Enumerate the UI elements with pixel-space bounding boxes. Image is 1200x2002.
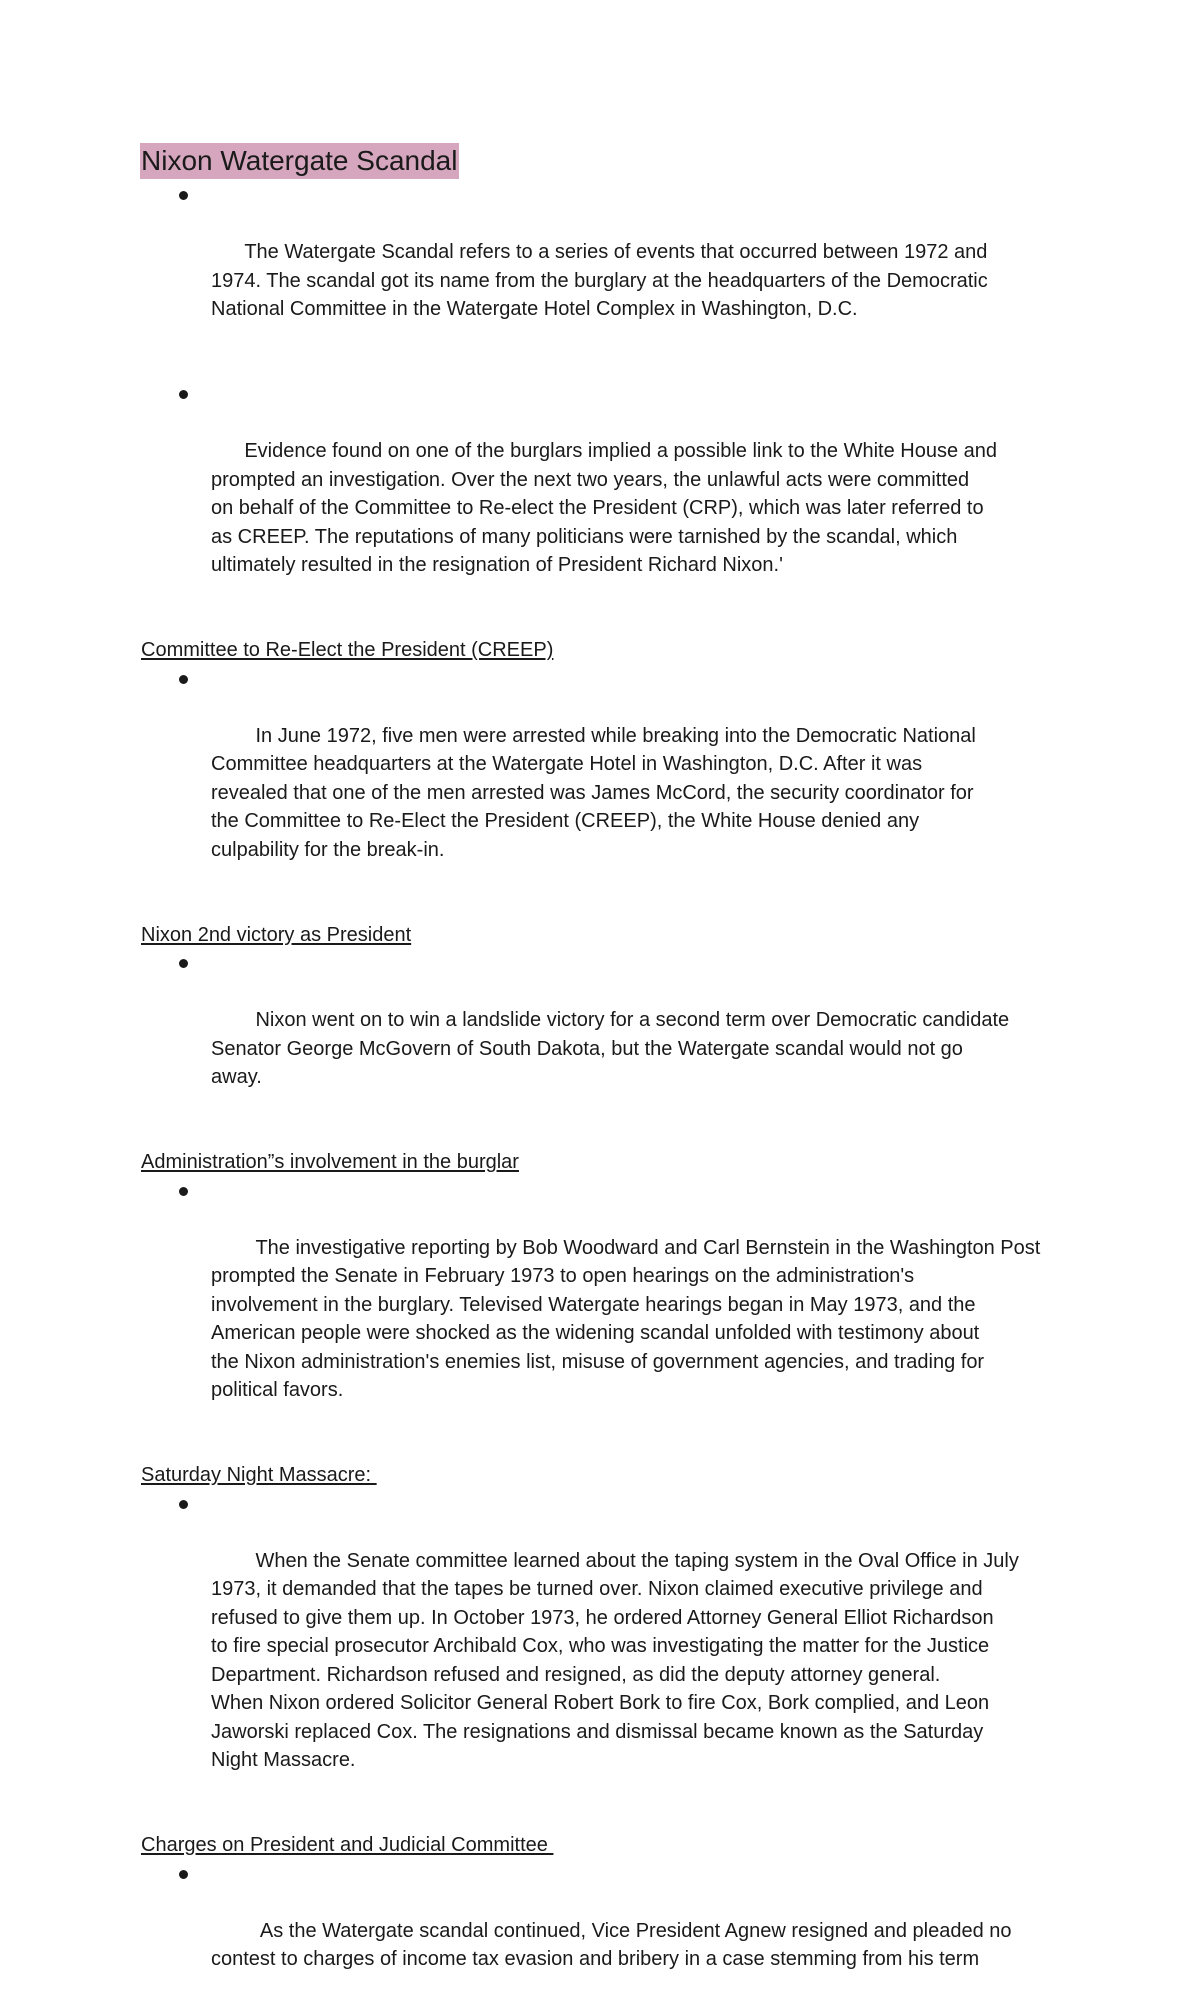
intro-bullet-list [141,181,1071,352]
intro-bullet-list [141,380,1071,608]
list-item [141,1490,1071,1804]
bullet-text: Nixon went on to win a landslide victory for a second term over Democratic candidate Senator George McGovern of South Dakota, but the Watergate scandal would not go away. [211,1009,1009,1088]
section-heading: Administration”s involvement in the burglar [141,1148,1071,1177]
list-item [141,1860,1071,2002]
list-item [141,1177,1071,1434]
bullet-dot-icon [179,1870,188,1879]
section-creep [141,636,1071,893]
section-bullet-list [141,949,1071,1120]
section-bullet-list [141,1490,1071,1804]
section-bullet-list [141,1860,1071,2002]
list-item [141,665,1071,893]
bullet-dot-icon [179,1500,188,1509]
spacer [141,608,1071,636]
bullet-text: As the Watergate scandal continued, Vice President Agnew resigned and pleaded no contest to charges of income tax evasion and bribery in a case stemming from his term [211,1920,1012,1971]
bullet-text: The Watergate Scandal refers to a series of events that occurred between 1972 and 1974. The scandal got its name from the burglary at the headquarters of the Democratic National Committee in the Watergate Hotel Complex in Washington, D.C. [211,241,988,320]
bullet-dot-icon [179,191,188,200]
bullet-text: When the Senate committee learned about the taping system in the Oval Office in July 1973, it demanded that the tapes be turned over. Nixon claimed executive privilege and refused to give them up. In October 1973, he ordered Attorney General Elliot Richardson to fire special prosecutor Archibald Cox, who was investigating the matter for the Justice Department. Richardson refused and resigned, as did the deputy attorney general. When Nixon ordered Solicitor General Robert Bork to fire Cox, Bork complied, and Leon Jaworski replaced Cox. The resignations and dismissal became known as the Saturday Night Massacre. [211,1550,1019,1772]
bullet-dot-icon [179,675,188,684]
bullet-dot-icon [179,1187,188,1196]
spacer [141,893,1071,921]
spacer [141,352,1071,380]
section-heading: Charges on President and Judicial Committee [141,1831,1071,1860]
section-bullet-list [141,1177,1071,1434]
list-item [141,181,1071,352]
bullet-text: The investigative reporting by Bob Woodward and Carl Bernstein in the Washington Post prompted the Senate in February 1973 to open hearings on the administration's involvement in the burglary. Televised Watergate hearings began in May 1973, and the American people were shocked as the widening scandal unfolded with testimony about the Nixon administration's enemies list, misuse of government agencies, and trading for political favors. [211,1237,1040,1402]
bullet-text: Evidence found on one of the burglars implied a possible link to the White House and prompted an investigation. Over the next two years, the unlawful acts were committed on behalf of the Committee to Re-elect the President (CRP), which was later referred to as CREEP. The reputations of many politicians were tarnished by the scandal, which ultimately resulted in the resignation of President Richard Nixon.' [211,440,997,576]
section-bullet-list [141,665,1071,893]
section-heading: Committee to Re-Elect the President (CREEP) [141,636,1071,665]
document-page [141,143,1071,2002]
section-heading: Nixon 2nd victory as President [141,921,1071,950]
bullet-dot-icon [179,959,188,968]
list-item [141,949,1071,1120]
section-charges [141,1831,1071,2002]
spacer [141,1803,1071,1831]
spacer [141,1433,1071,1461]
document-title: Nixon Watergate Scandal [140,143,459,179]
bullet-text: In June 1972, five men were arrested while breaking into the Democratic National Committee headquarters at the Watergate Hotel in Washington, D.C. After it was revealed that one of the men arrested was James McCord, the security coordinator for the Committee to Re-Elect the President (CREEP), the White House denied any culpability for the break-in. [211,725,976,861]
section-second-victory [141,921,1071,1121]
section-administration-involvement [141,1148,1071,1433]
section-saturday-night-massacre [141,1461,1071,1803]
section-heading: Saturday Night Massacre: [141,1461,1071,1490]
bullet-dot-icon [179,390,188,399]
list-item [141,380,1071,608]
spacer [141,1120,1071,1148]
